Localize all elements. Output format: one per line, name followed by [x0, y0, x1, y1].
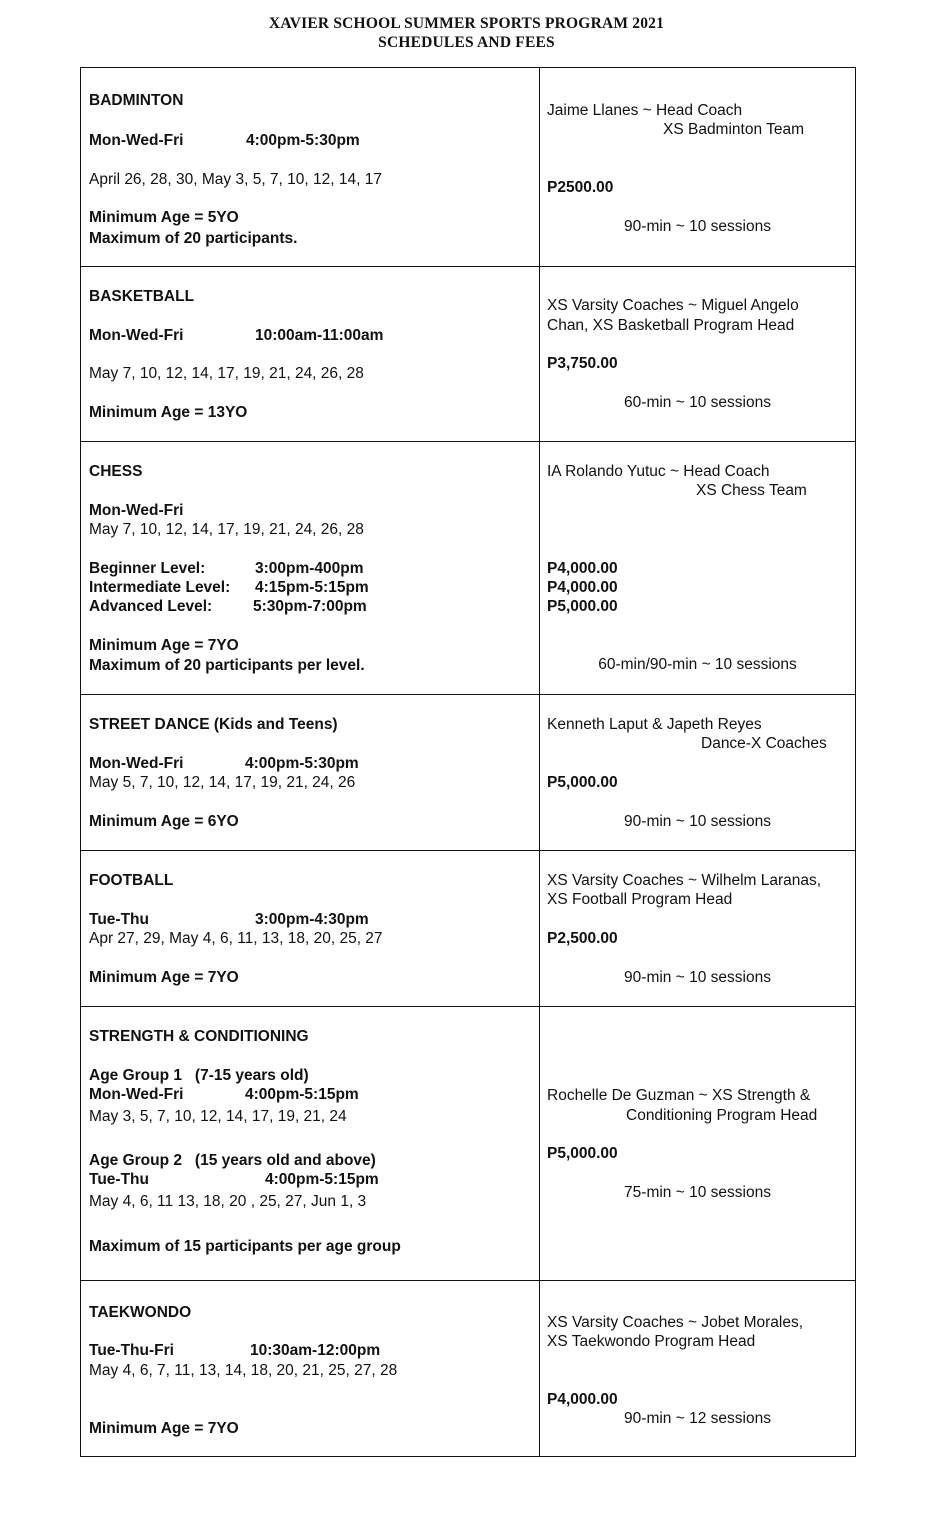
sport-name: BADMINTON — [89, 92, 184, 109]
table-row — [81, 851, 856, 1007]
coach-line-2: XS Taekwondo Program Head — [547, 1333, 756, 1350]
table-row — [81, 68, 856, 267]
basketball-details-cell — [81, 267, 540, 442]
street-dance-details-cell — [81, 695, 540, 851]
schedule-days: Mon-Wed-Fri — [89, 327, 184, 344]
schedule-table — [80, 67, 856, 1457]
minimum-age: Minimum Age = 5YO — [89, 209, 239, 226]
table-row — [81, 267, 856, 442]
level-label: Intermediate Level: — [89, 579, 231, 596]
session-info: 60-min/90-min ~ 10 sessions — [598, 656, 797, 673]
level-time: 3:00pm-400pm — [255, 560, 364, 577]
minimum-age: Minimum Age = 6YO — [89, 813, 239, 830]
fee-amount: P2,500.00 — [547, 930, 618, 947]
schedule-dates: May 7, 10, 12, 14, 17, 19, 21, 24, 26, 28 — [89, 365, 364, 382]
sport-name: CHESS — [89, 463, 143, 480]
session-info: 90-min ~ 10 sessions — [624, 969, 771, 986]
session-info: 90-min ~ 10 sessions — [624, 218, 771, 235]
taekwondo-fees-cell — [540, 1281, 856, 1457]
fee-amount: P5,000.00 — [547, 774, 618, 791]
schedule-days: Mon-Wed-Fri — [89, 1086, 184, 1103]
document-subtitle: SCHEDULES AND FEES — [378, 34, 555, 51]
table-row — [81, 1007, 856, 1281]
coach-line-2: XS Chess Team — [696, 482, 807, 499]
sport-name: STRENGTH & CONDITIONING — [89, 1028, 309, 1045]
table-row — [81, 1281, 856, 1457]
minimum-age: Minimum Age = 13YO — [89, 404, 248, 421]
strength-fees-cell — [540, 1007, 856, 1281]
football-fees-cell — [540, 851, 856, 1007]
schedule-time: 4:00pm-5:30pm — [245, 755, 359, 772]
level-time: 5:30pm-7:00pm — [253, 598, 367, 615]
schedule-time: 4:00pm-5:15pm — [265, 1171, 379, 1188]
coach-line-2: Dance-X Coaches — [701, 735, 827, 752]
sport-name: TAEKWONDO — [89, 1304, 192, 1321]
schedule-dates: May 4, 6, 11 13, 18, 20 , 25, 27, Jun 1, 3 — [89, 1193, 367, 1210]
max-participants: Maximum of 20 participants. — [89, 230, 298, 247]
coach-line-2: Chan, XS Basketball Program Head — [547, 317, 795, 334]
schedule-days: Mon-Wed-Fri — [89, 755, 184, 772]
sport-name: STREET DANCE (Kids and Teens) — [89, 716, 338, 733]
minimum-age: Minimum Age = 7YO — [89, 969, 239, 986]
schedule-days: Mon-Wed-Fri — [89, 132, 184, 149]
fee-amount: P4,000.00 — [547, 560, 618, 577]
fee-amount: P5,000.00 — [547, 1145, 618, 1162]
session-info: 90-min ~ 10 sessions — [624, 813, 771, 830]
sport-name: FOOTBALL — [89, 872, 174, 889]
coach-line-2: Conditioning Program Head — [626, 1107, 818, 1124]
basketball-fees-cell — [540, 267, 856, 442]
session-info: 60-min ~ 10 sessions — [624, 394, 771, 411]
schedule-dates: May 5, 7, 10, 12, 14, 17, 19, 21, 24, 26 — [89, 774, 356, 791]
schedule-time: 4:00pm-5:15pm — [245, 1086, 359, 1103]
schedule-time: 3:00pm-4:30pm — [255, 911, 369, 928]
session-info: 75-min ~ 10 sessions — [624, 1184, 771, 1201]
schedule-time: 10:30am-12:00pm — [250, 1342, 381, 1359]
badminton-fees-cell — [540, 68, 856, 267]
coach-line-1: Rochelle De Guzman ~ XS Strength & — [547, 1087, 811, 1104]
coach-line-2: XS Badminton Team — [663, 121, 805, 138]
taekwondo-details-cell — [81, 1281, 540, 1457]
schedule-time: 4:00pm-5:30pm — [246, 132, 360, 149]
coach-line-2: XS Football Program Head — [547, 891, 733, 908]
coach-line-1: XS Varsity Coaches ~ Jobet Morales, — [547, 1314, 804, 1331]
age-group-label: Age Group 2 (15 years old and above) — [89, 1152, 376, 1169]
fee-amount: P4,000.00 — [547, 1391, 618, 1408]
schedule-dates: April 26, 28, 30, May 3, 5, 7, 10, 12, 14, 17 — [89, 171, 382, 188]
schedule-dates: May 3, 5, 7, 10, 12, 14, 17, 19, 21, 24 — [89, 1108, 347, 1125]
chess-details-cell — [81, 442, 540, 695]
table-row — [81, 695, 856, 851]
fee-amount: P4,000.00 — [547, 579, 618, 596]
coach-line-1: XS Varsity Coaches ~ Wilhelm Laranas, — [547, 872, 822, 889]
fee-amount: P3,750.00 — [547, 355, 618, 372]
coach-line-1: Jaime Llanes ~ Head Coach — [547, 102, 743, 119]
schedule-days: Tue-Thu — [89, 1171, 149, 1188]
badminton-details-cell — [81, 68, 540, 267]
schedule-dates: May 4, 6, 7, 11, 13, 14, 18, 20, 21, 25, 27, 28 — [89, 1362, 398, 1379]
document-title: XAVIER SCHOOL SUMMER SPORTS PROGRAM 2021 — [268, 15, 665, 32]
coach-line-1: IA Rolando Yutuc ~ Head Coach — [547, 463, 770, 480]
schedule-time: 10:00am-11:00am — [255, 327, 384, 344]
minimum-age: Minimum Age = 7YO — [89, 1420, 239, 1437]
fee-amount: P5,000.00 — [547, 598, 618, 615]
age-group-label: Age Group 1 (7-15 years old) — [89, 1067, 309, 1084]
chess-fees-cell — [540, 442, 856, 695]
schedule-days: Tue-Thu — [89, 911, 149, 928]
level-label: Advanced Level: — [89, 598, 213, 615]
level-label: Beginner Level: — [89, 560, 206, 577]
schedule-dates: Apr 27, 29, May 4, 6, 11, 13, 18, 20, 25, 27 — [89, 930, 383, 947]
street-dance-fees-cell — [540, 695, 856, 851]
schedule-days: Mon-Wed-Fri — [89, 502, 184, 519]
max-participants: Maximum of 20 participants per level. — [89, 657, 365, 674]
session-info: 90-min ~ 12 sessions — [624, 1410, 771, 1427]
max-participants: Maximum of 15 participants per age group — [89, 1238, 401, 1255]
coach-line-1: XS Varsity Coaches ~ Miguel Angelo — [547, 297, 799, 314]
coach-line-1: Kenneth Laput & Japeth Reyes — [547, 716, 762, 733]
strength-details-cell — [81, 1007, 540, 1281]
level-time: 4:15pm-5:15pm — [255, 579, 369, 596]
table-row — [81, 442, 856, 695]
football-details-cell — [81, 851, 540, 1007]
minimum-age: Minimum Age = 7YO — [89, 637, 239, 654]
sport-name: BASKETBALL — [89, 288, 195, 305]
schedule-days: Tue-Thu-Fri — [89, 1342, 174, 1359]
fee-amount: P2500.00 — [547, 179, 614, 196]
schedule-dates: May 7, 10, 12, 14, 17, 19, 21, 24, 26, 28 — [89, 521, 364, 538]
